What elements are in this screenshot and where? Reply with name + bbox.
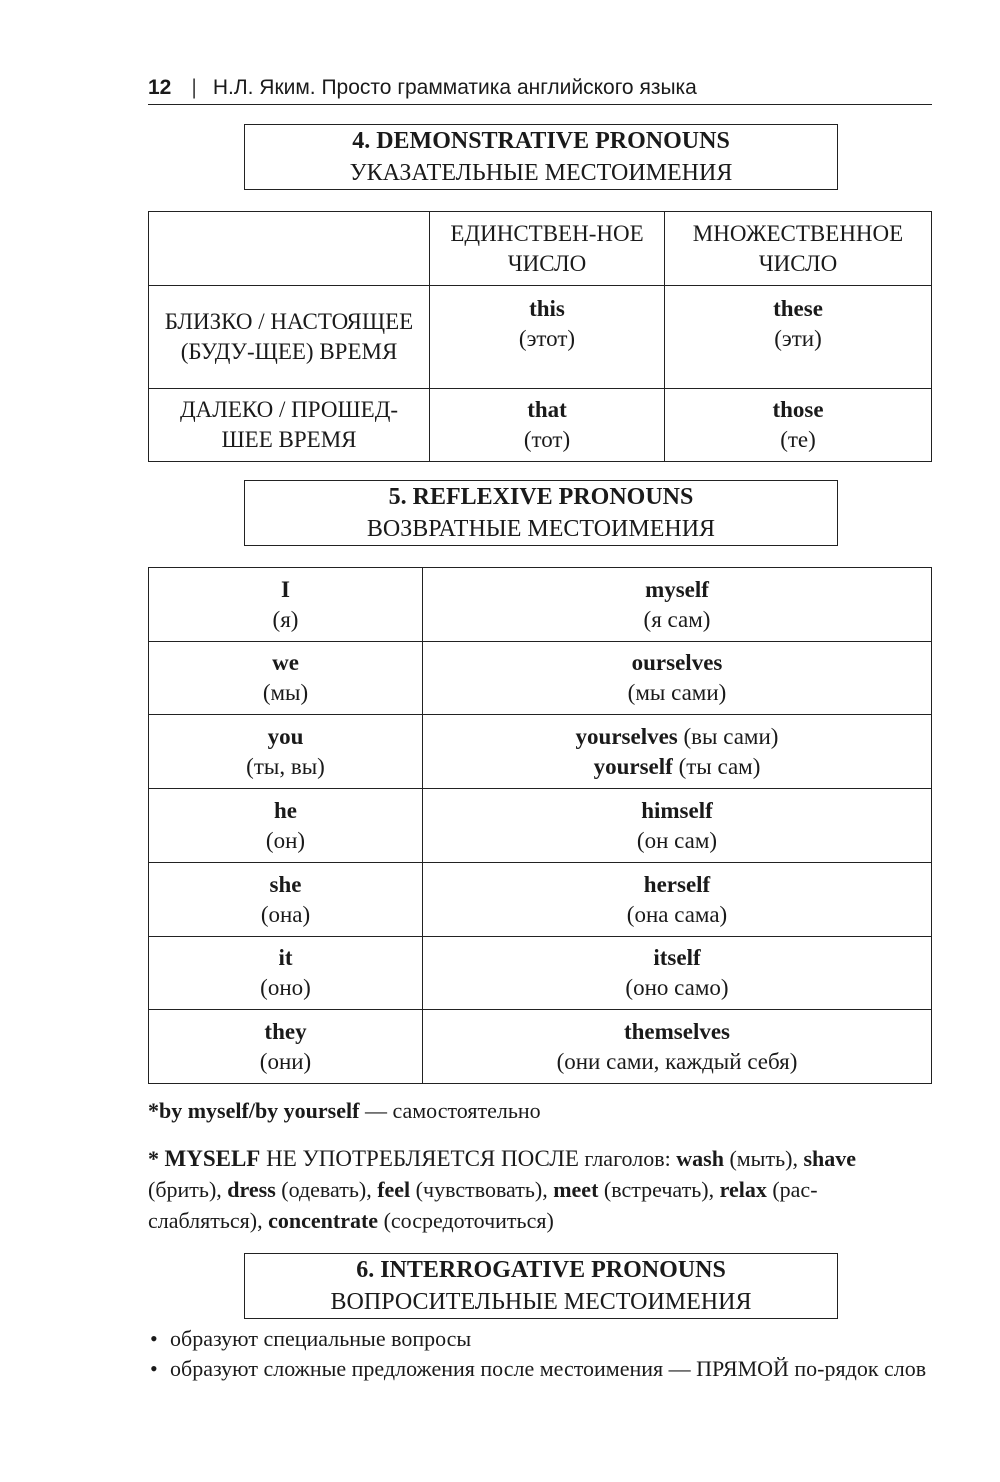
pronoun-cell <box>149 715 423 789</box>
plural-en: these <box>773 296 823 321</box>
pronoun-ru: (я) <box>272 606 299 632</box>
section4-title-box <box>244 124 838 190</box>
note2-star: * <box>148 1146 165 1171</box>
reflexive-en: yourselves <box>575 723 678 749</box>
running-header <box>148 72 932 105</box>
plural-en: those <box>772 397 824 422</box>
pronoun-ru: (он) <box>265 827 306 853</box>
pronoun-en: I <box>281 576 290 602</box>
table-row <box>149 715 932 789</box>
bullet-text: образуют специальные вопросы <box>170 1326 472 1351</box>
verb-ru: (встречать), <box>598 1177 720 1202</box>
pronoun-cell <box>149 789 423 863</box>
table-row <box>149 863 932 937</box>
pronoun-en: they <box>264 1018 307 1044</box>
note1-bold: *by myself/by yourself <box>148 1098 360 1123</box>
corner-cell <box>149 212 430 286</box>
reflexive-en: herself <box>643 871 711 897</box>
section6-title-en: 6. INTERROGATIVE PRONOUNS <box>356 1257 726 1283</box>
verb-ru: (рас-слабляться), <box>148 1177 818 1233</box>
reflexive-ru: (мы сами) <box>627 680 727 705</box>
verb-ru: (чувствовать), <box>410 1177 554 1202</box>
reflexive-ru: (вы сами) <box>683 723 779 749</box>
verb-ru: (брить), <box>148 1177 228 1202</box>
plural-cell <box>665 286 932 389</box>
singular-en: this <box>529 296 565 321</box>
list-item <box>148 1354 933 1384</box>
section4-title-ru: УКАЗАТЕЛЬНЫЕ МЕСТОИМЕНИЯ <box>349 160 733 186</box>
table-row <box>149 389 932 462</box>
reflexive-ru: (оно само) <box>625 975 729 1000</box>
note2-myself: MYSELF <box>164 1146 261 1171</box>
note1-text: — самостоятельно <box>359 1098 541 1123</box>
table-row <box>149 568 932 642</box>
singular-cell <box>430 286 665 389</box>
section5-title-box <box>244 480 838 546</box>
singular-cell <box>430 389 665 462</box>
plural-cell <box>665 389 932 462</box>
verb-en: relax <box>719 1177 767 1202</box>
pronoun-cell <box>149 1010 423 1084</box>
pronoun-ru: (она) <box>260 901 311 927</box>
bullet-list <box>148 1324 933 1384</box>
book-title: Н.Л. Яким. Просто грамматика английского языка <box>212 76 697 99</box>
plural-ru: (эти) <box>774 326 822 351</box>
table-row <box>149 937 932 1010</box>
pronoun-ru: (мы) <box>262 680 309 705</box>
pronoun-en: it <box>278 945 293 970</box>
table-row <box>149 286 932 389</box>
reflexive-cell <box>423 789 932 863</box>
verb-ru: (мыть), <box>723 1146 804 1171</box>
reflexive-ru: (я сам) <box>643 606 711 632</box>
reflexive-cell <box>423 863 932 937</box>
reflexive-cell <box>423 937 932 1010</box>
plural-ru: (те) <box>780 427 816 452</box>
verb-ru: (сосредоточиться) <box>378 1208 554 1233</box>
bullet-icon: • <box>150 1326 158 1351</box>
reflexive-ru-2: (ты сам) <box>678 753 761 779</box>
reflexive-en: himself <box>641 797 713 823</box>
note2-lead: глаголов: <box>578 1146 677 1171</box>
verb-en: feel <box>377 1177 411 1202</box>
verb-en: shave <box>803 1146 857 1171</box>
verb-en: dress <box>227 1177 276 1202</box>
verb-ru: (одевать), <box>275 1177 378 1202</box>
table-row <box>149 789 932 863</box>
reflexive-ru: (она сама) <box>626 901 728 927</box>
pronoun-en: we <box>272 650 299 675</box>
section4-title-en: 4. DEMONSTRATIVE PRONOUNS <box>352 128 730 154</box>
note-by-myself <box>148 1096 541 1126</box>
reflexive-en: ourselves <box>631 650 723 675</box>
singular-en: that <box>527 397 567 422</box>
col-plural-header: МНОЖЕСТВЕННОЕ ЧИСЛО <box>665 212 932 286</box>
section6-title-ru: ВОПРОСИТЕЛЬНЫЕ МЕСТОИМЕНИЯ <box>330 1289 752 1315</box>
section5-title-ru: ВОЗВРАТНЫЕ МЕСТОИМЕНИЯ <box>366 516 716 542</box>
row-label: ДАЛЕКО / ПРОШЕД-ШЕЕ ВРЕМЯ <box>149 389 430 462</box>
reflexive-cell <box>423 568 932 642</box>
table-header-row <box>149 212 932 286</box>
section6-title-box <box>244 1253 838 1319</box>
note2-caps: НЕ УПОТРЕБЛЯЕТСЯ ПОСЛЕ <box>260 1146 579 1171</box>
reflexive-table <box>148 567 932 1084</box>
pronoun-ru: (они) <box>259 1048 312 1074</box>
reflexive-ru: (они сами, каждый себя) <box>556 1048 798 1074</box>
reflexive-en: myself <box>645 576 709 602</box>
verb-en: concentrate <box>268 1208 379 1233</box>
pronoun-ru: (оно) <box>260 975 311 1000</box>
section5-title-en: 5. REFLEXIVE PRONOUNS <box>388 484 694 510</box>
bullet-text: образуют сложные предложения после местоимения — ПРЯМОЙ по-рядок слов <box>170 1356 927 1381</box>
row-label: БЛИЗКО / НАСТОЯЩЕЕ (БУДУ-ЩЕЕ) ВРЕМЯ <box>149 286 430 389</box>
table-row <box>149 1010 932 1084</box>
pronoun-cell <box>149 863 423 937</box>
pronoun-en: she <box>269 871 302 897</box>
list-item <box>148 1324 933 1354</box>
pronoun-ru: (ты, вы) <box>246 753 325 779</box>
pronoun-cell <box>149 642 423 715</box>
page-number: 12 <box>148 76 172 99</box>
col-singular-header: ЕДИНСТВЕН-НОЕ ЧИСЛО <box>430 212 665 286</box>
reflexive-cell <box>423 642 932 715</box>
pronoun-cell <box>149 937 423 1010</box>
demonstrative-table <box>148 211 932 462</box>
verb-en: wash <box>676 1146 724 1171</box>
reflexive-ru: (он сам) <box>636 827 718 853</box>
pronoun-en: you <box>267 723 304 749</box>
singular-ru: (этот) <box>518 326 576 351</box>
bullet-icon: • <box>150 1356 158 1381</box>
pronoun-en: he <box>274 797 297 823</box>
note-myself-usage <box>148 1143 923 1236</box>
table-row <box>149 642 932 715</box>
header-separator: | <box>191 76 197 99</box>
singular-ru: (тот) <box>523 427 571 452</box>
verb-en: meet <box>553 1177 599 1202</box>
reflexive-en-2: yourself <box>593 753 673 779</box>
reflexive-en: themselves <box>623 1018 731 1044</box>
pronoun-cell <box>149 568 423 642</box>
reflexive-en: itself <box>653 945 701 970</box>
reflexive-cell <box>423 1010 932 1084</box>
reflexive-cell <box>423 715 932 789</box>
